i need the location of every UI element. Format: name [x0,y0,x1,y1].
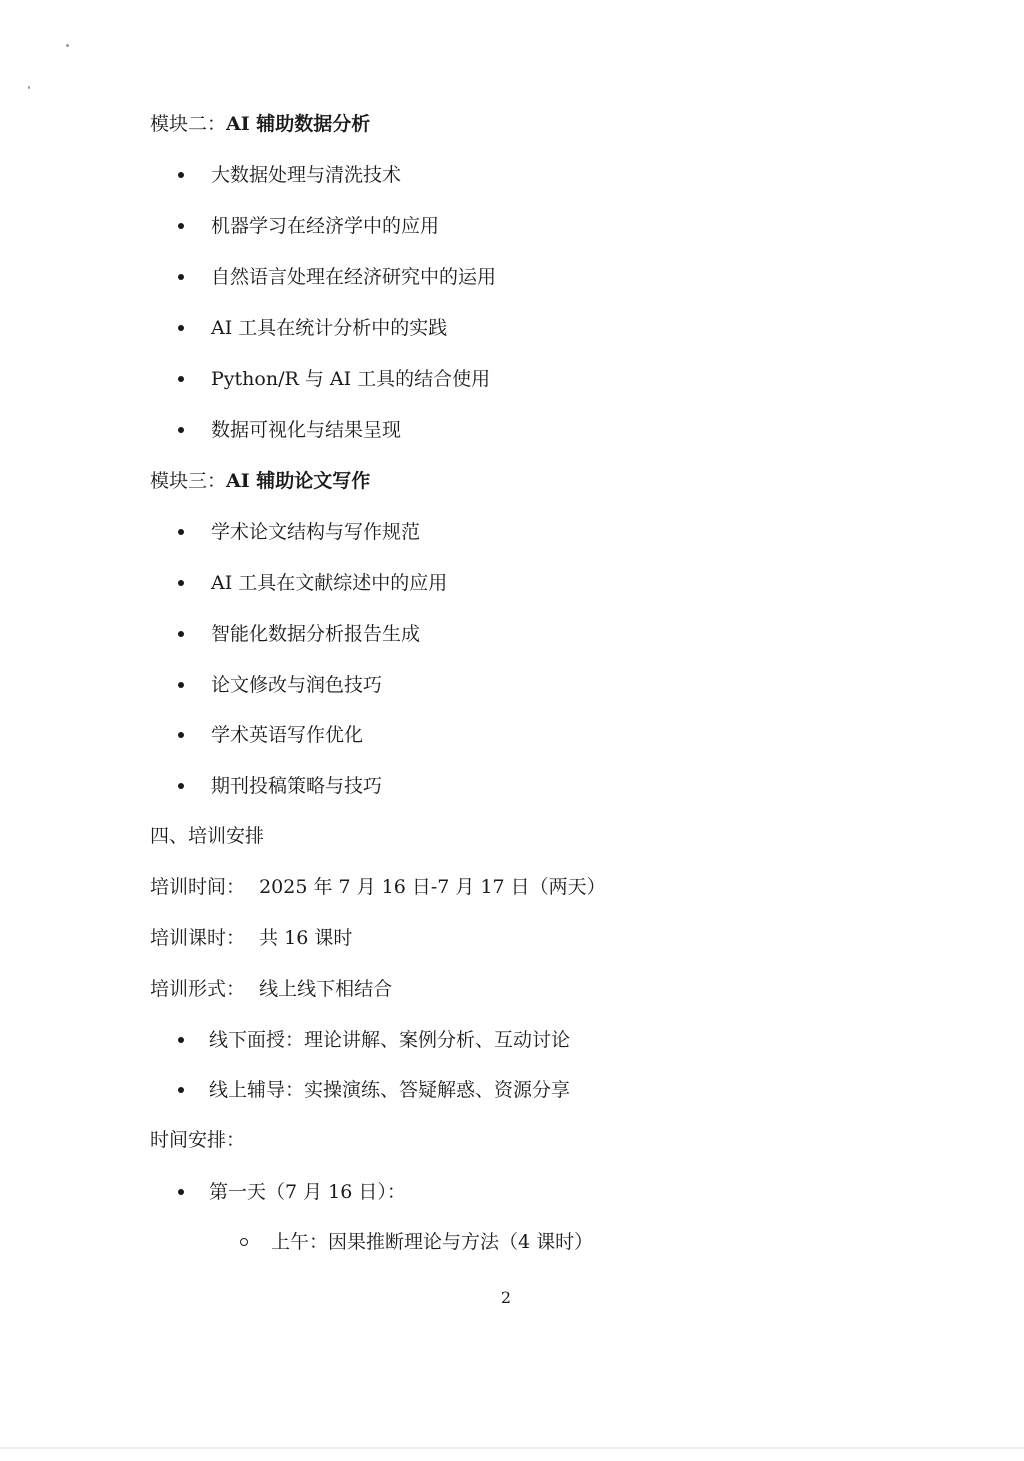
scan-edge [0,1447,1024,1449]
bullet-icon [178,274,184,280]
bullet-icon [178,529,184,535]
training-hours [150,926,352,950]
page-number: 2 [500,1288,512,1307]
bullet-icon [178,1037,184,1043]
bullet-icon [178,631,184,637]
bullet-icon [178,427,184,433]
module2-heading: 模块二：AI 辅助数据分析 [150,113,371,135]
training-hours-value: 共 16 课时 [259,927,353,949]
bullet-icon [178,682,184,688]
bullet-icon [178,376,184,382]
bullet-icon [178,325,184,331]
document-page: 模块二：AI 辅助数据分析 大数据处理与清洗技术 机器学习在经济学中的应用 自然语言处理在经济研究中的运用 AI 工具在统计分析中的实践 Python/R 与 AI 工具的结合使用 数据可视化与结果呈现 模块三：AI 辅助论文写作 学术论文结构与写作规范 AI 工具在文献综述中的应用 智能化数据分析报告生成 论文修改与润色技巧 学术英语写作优化 期刊投稿策略与技巧 四、培训安排 培训时间： 2025 年 7 月 16 日-7 月 17 日（两天） 培训课时： 共 16 课时 培训形式： 线上线下相结合 线下面授：理论讲解、案例分析、互动讨论 线上辅导：实操演练、答疑解惑、资源分享 时间安排： 第一天（7 月 16 日）： 上午：因果推断理论与方法（4 课时） 2 [0,0,1024,1461]
module3-heading: 模块三：AI 辅助论文写作 [150,470,371,492]
training-hours-label: 培训课时： [150,927,246,949]
bullet-icon [178,732,184,738]
bullet-icon [178,1087,184,1093]
circle-bullet-icon [240,1238,248,1246]
schedule-label: 时间安排： [150,1129,246,1151]
bullet-icon [178,223,184,229]
bullet-icon [178,580,184,586]
bullet-icon [178,783,184,789]
section4-title: 四、培训安排 [150,825,265,847]
training-time-label: 培训时间： [150,876,246,898]
training-format-label: 培训形式： [150,978,246,1000]
bullet-icon [178,172,184,178]
training-format-value: 线上线下相结合 [259,978,393,1000]
bullet-icon [178,1189,184,1195]
scan-speck [66,44,69,47]
training-format [150,977,392,1001]
training-time-value: 2025 年 7 月 16 日-7 月 17 日（两天） [259,876,606,898]
scan-speck [28,86,30,89]
training-time [150,875,606,899]
